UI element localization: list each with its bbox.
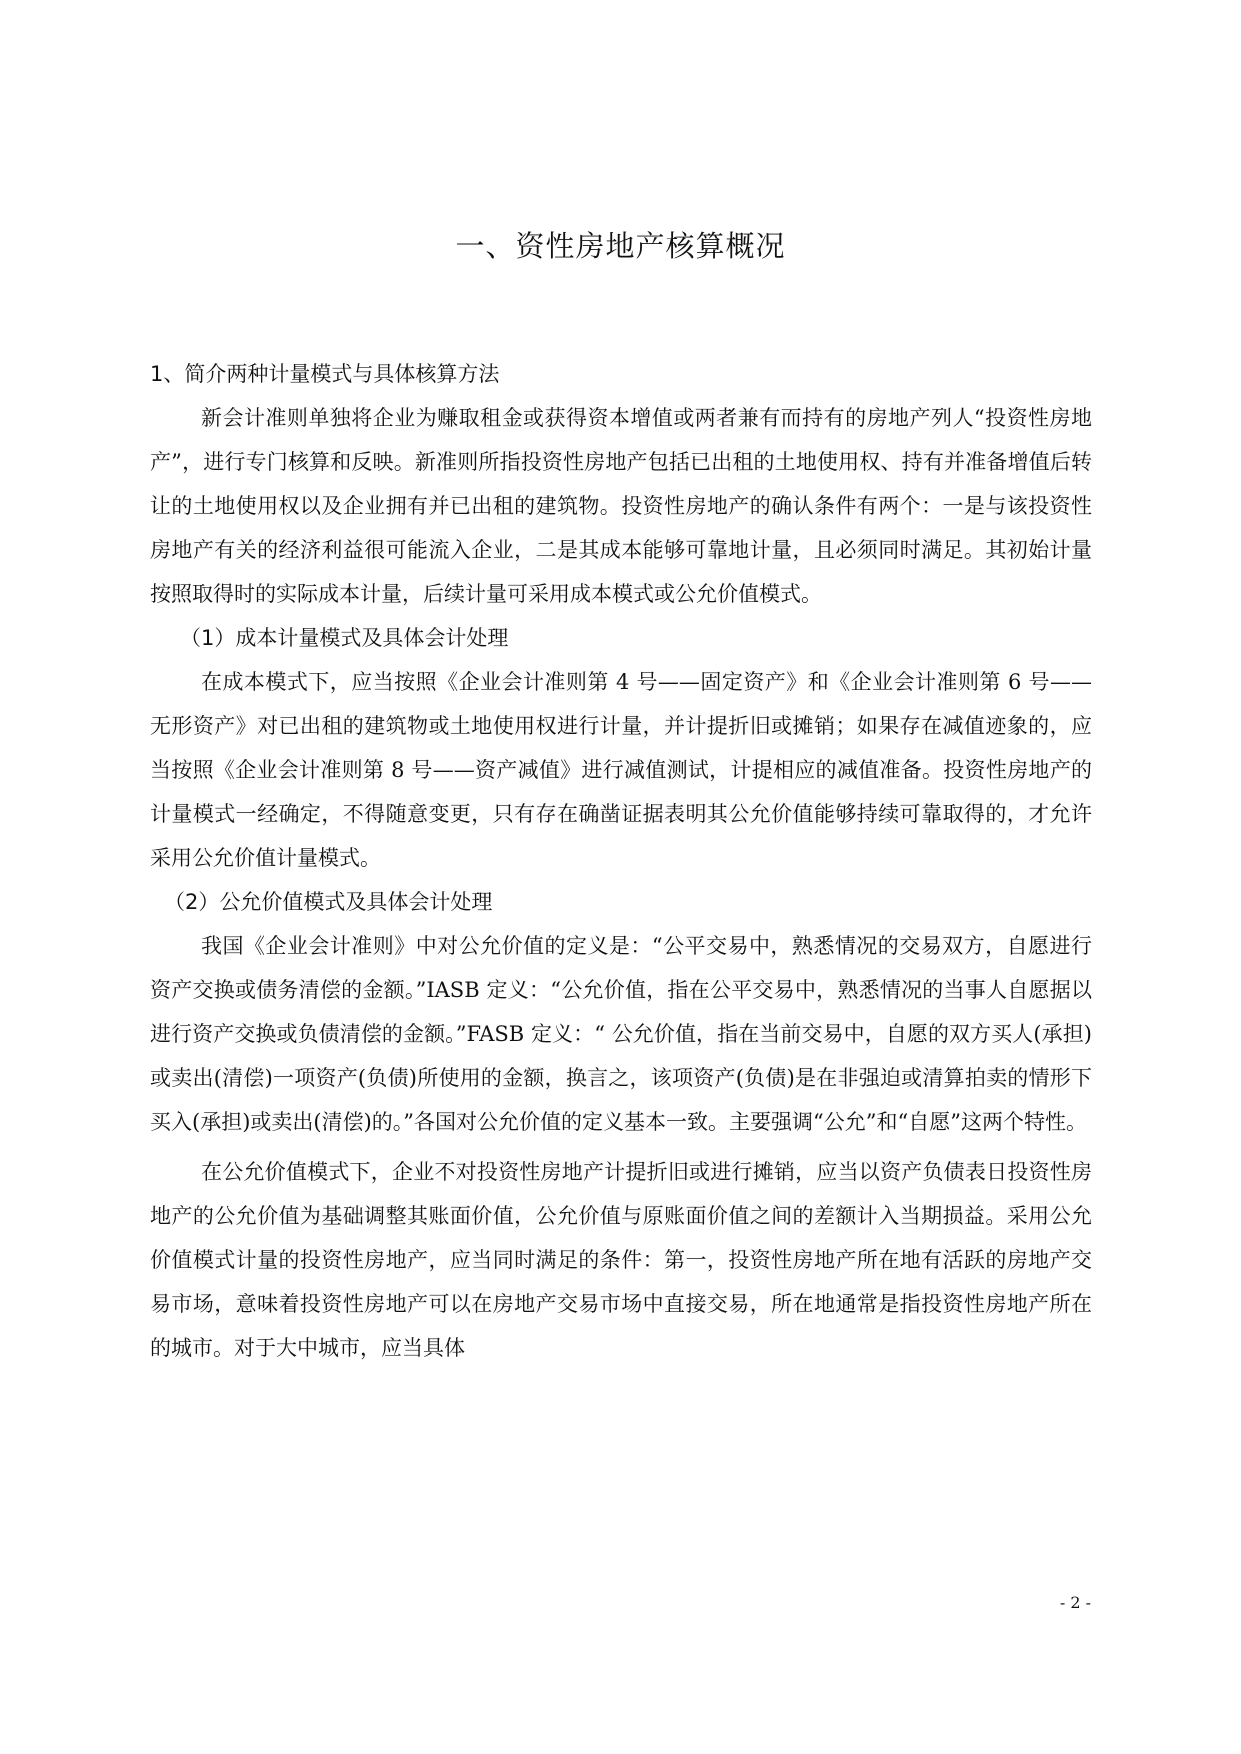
subsection-2-paragraph-1: 我国《企业会计准则》中对公允价值的定义是：“公平交易中，熟悉情况的交易双方，自愿进行资产交换或债务清偿的金额。”IASB 定义：“公允价值，指在公平交易中，熟悉情况的当事人自愿据以进行资产交换或负债清偿的金额。”FASB 定义：“ 公允价值，指在当前交易中，自愿的双方买人(承担)或卖出(清偿)一项资产(负债)所使用的金额，换言之，该项资产(负债)是在非强迫或清算拍卖的情形下买入(承担)或卖出(清偿)的。”各国对公允价值的定义基本一致。主要强调“公允”和“自愿”这两个特性。 <box>150 934 1092 1134</box>
page-title: 一、资性房地产核算概况 <box>455 229 786 263</box>
subsection-1-paragraph: 在成本模式下，应当按照《企业会计准则第 4 号——固定资产》和《企业会计准则第 6 号——无形资产》对已出租的建筑物或土地使用权进行计量，并计提折旧或摊销；如果存在减值迹象的，应当按照《企业会计准则第 8 号——资产减值》进行减值测试，计提相应的减值准备。投资性房地产的计量模式一经确定，不得随意变更，只有存在确凿证据表明其公允价值能够持续可靠取得的，才允许采用公允价值计量模式。 <box>150 670 1092 870</box>
document-body <box>150 352 1092 1370</box>
page-number: - 2 - <box>1059 1593 1091 1612</box>
subsection-1-heading: （1）成本计量模式及具体会计处理 <box>180 626 509 650</box>
subsection-2-heading: （2）公允价值模式及具体会计处理 <box>164 890 493 914</box>
subsection-2-paragraph-2: 在公允价值模式下，企业不对投资性房地产计提折旧或进行摊销，应当以资产负债表日投资性房地产的公允价值为基础调整其账面价值，公允价值与原账面价值之间的差额计入当期损益。采用公允价值模式计量的投资性房地产，应当同时满足的条件：第一，投资性房地产所在地有活跃的房地产交易市场，意味着投资性房地产可以在房地产交易市场中直接交易，所在地通常是指投资性房地产所在的城市。对于大中城市，应当具体 <box>150 1160 1092 1360</box>
section-heading: 1、简介两种计量模式与具体核算方法 <box>150 362 500 386</box>
intro-paragraph: 新会计准则单独将企业为赚取租金或获得资本增值或两者兼有而持有的房地产列人“投资性房地产”，进行专门核算和反映。新准则所指投资性房地产包括已出租的土地使用权、持有并准备增值后转让的土地使用权以及企业拥有并已出租的建筑物。投资性房地产的确认条件有两个：一是与该投资性房地产有关的经济利益很可能流入企业，二是其成本能够可靠地计量，且必须同时满足。其初始计量按照取得时的实际成本计量，后续计量可采用成本模式或公允价值模式。 <box>150 406 1092 606</box>
